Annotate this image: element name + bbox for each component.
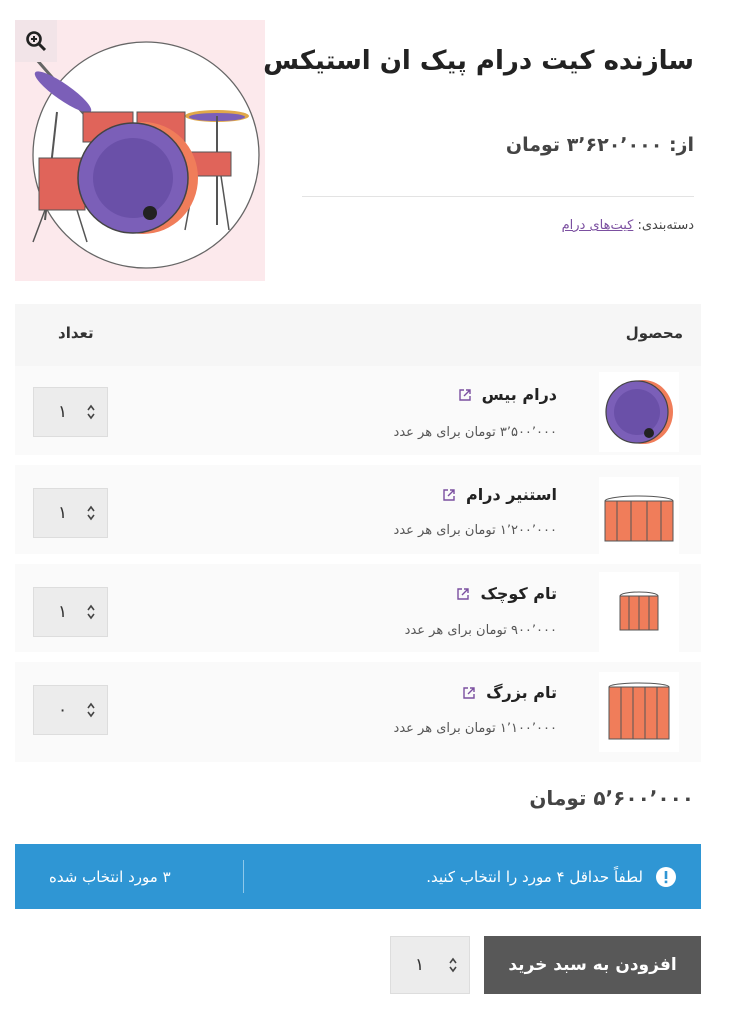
product-category	[562, 218, 694, 233]
quantity-stepper[interactable]	[33, 685, 108, 735]
notice-text: لطفاً حداقل ۴ مورد را انتخاب کنید.	[426, 867, 643, 886]
external-link-icon[interactable]	[462, 686, 476, 700]
bass-drum-icon	[603, 376, 675, 448]
table-row-thumbnail[interactable]	[599, 477, 679, 557]
category-label: دسته‌بندی:	[637, 218, 694, 233]
quantity-stepper[interactable]	[33, 587, 108, 637]
table-row-name	[442, 485, 557, 504]
divider	[302, 196, 694, 197]
external-link-icon[interactable]	[458, 388, 472, 402]
product-title: سازنده کیت درام پیک ان استیکس	[263, 46, 694, 76]
notice-divider	[243, 860, 244, 893]
spinner-icon[interactable]	[85, 601, 97, 623]
table-row-price: ۳٬۵۰۰٬۰۰۰ تومان برای هر عدد	[393, 425, 557, 440]
quantity-value[interactable]: ۰	[58, 700, 68, 720]
table-row-name	[458, 385, 557, 404]
row-divider	[15, 652, 701, 662]
cart-quantity-stepper[interactable]	[390, 936, 470, 994]
price-prefix: از:	[668, 134, 694, 156]
zoom-in-icon	[25, 30, 47, 52]
add-to-cart-button[interactable]: افزودن به سبد خرید	[484, 936, 701, 994]
quantity-value[interactable]: ۱	[58, 503, 68, 523]
table-row-thumbnail[interactable]	[599, 572, 679, 652]
column-product: محصول	[625, 324, 683, 342]
category-link[interactable]: کیت‌های درام	[561, 218, 634, 233]
product-name: تام بزرگ	[486, 683, 557, 702]
cart-quantity-value[interactable]: ۱	[415, 955, 425, 975]
quantity-value[interactable]: ۱	[58, 602, 68, 622]
large-tom-icon	[606, 680, 672, 744]
table-header	[15, 304, 701, 366]
selected-count: ۳ مورد انتخاب شده	[49, 867, 171, 886]
snare-drum-icon	[603, 487, 675, 547]
spinner-icon[interactable]	[447, 954, 459, 976]
total-price: ۵٬۶۰۰٬۰۰۰ تومان	[529, 786, 694, 810]
product-name: درام بیس	[481, 385, 557, 404]
spinner-icon[interactable]	[85, 502, 97, 524]
zoom-button[interactable]	[15, 20, 57, 62]
table-row-price: ۹۰۰٬۰۰۰ تومان برای هر عدد	[404, 623, 557, 638]
notice-message	[426, 844, 677, 909]
table-row-thumbnail[interactable]	[599, 372, 679, 452]
table-row-thumbnail[interactable]	[599, 672, 679, 752]
table-row-price: ۱٬۲۰۰٬۰۰۰ تومان برای هر عدد	[393, 523, 557, 538]
product-name: تام کوچک	[480, 584, 557, 603]
column-quantity: تعداد	[58, 324, 94, 342]
info-icon	[655, 866, 677, 888]
row-divider	[15, 455, 701, 465]
external-link-icon[interactable]	[456, 587, 470, 601]
selection-notice	[15, 844, 701, 909]
table-row-price: ۱٬۱۰۰٬۰۰۰ تومان برای هر عدد	[393, 721, 557, 736]
quantity-stepper[interactable]	[33, 488, 108, 538]
product-name: استنیر درام	[466, 485, 557, 504]
spinner-icon[interactable]	[85, 401, 97, 423]
quantity-value[interactable]: ۱	[58, 402, 68, 422]
spinner-icon[interactable]	[85, 699, 97, 721]
price-value: ۳٬۶۲۰٬۰۰۰ تومان	[505, 134, 663, 156]
table-row-name	[456, 584, 557, 603]
small-tom-icon	[617, 590, 661, 634]
product-price	[506, 134, 694, 156]
external-link-icon[interactable]	[442, 488, 456, 502]
table-row-name	[462, 683, 557, 702]
quantity-stepper[interactable]	[33, 387, 108, 437]
